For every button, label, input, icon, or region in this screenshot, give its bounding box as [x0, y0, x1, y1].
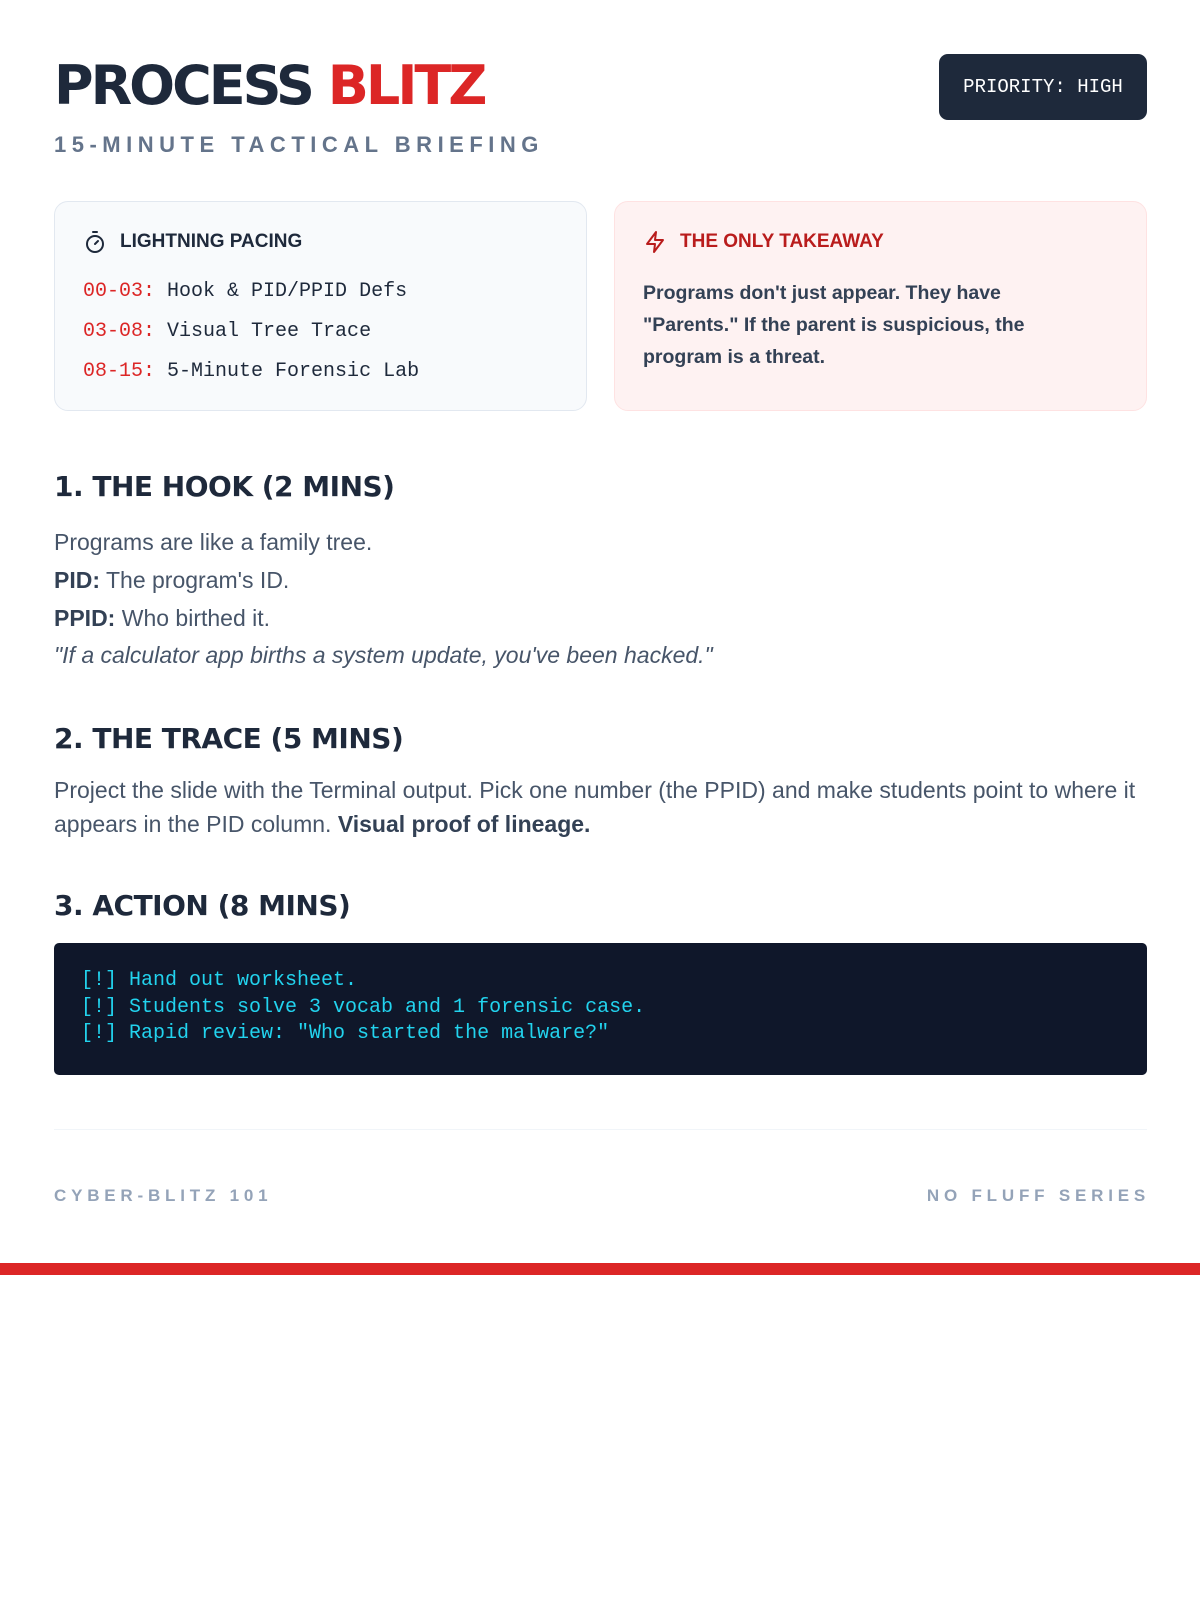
pacing-time: 08-15: — [83, 360, 156, 383]
pacing-row — [83, 352, 419, 392]
terminal-line: [!] Hand out worksheet. — [81, 969, 358, 992]
terminal-block — [54, 943, 1147, 1075]
takeaway-card — [614, 201, 1147, 411]
page-subtitle: 15-MINUTE TACTICAL BRIEFING — [54, 132, 544, 157]
title-accent: BLITZ — [327, 54, 485, 117]
pacing-card-header — [83, 230, 302, 254]
trace-body — [54, 773, 1147, 841]
hook-intro: Programs are like a family tree. — [54, 529, 373, 555]
pacing-text: Visual Tree Trace — [167, 320, 372, 343]
pacing-row — [83, 272, 419, 312]
trace-emphasis: Visual proof of lineage. — [337, 811, 591, 837]
hook-quote: "If a calculator app births a system update, you've been hacked." — [54, 642, 713, 668]
takeaway-card-label: THE ONLY TAKEAWAY — [680, 231, 884, 252]
header — [54, 54, 1147, 164]
ppid-def: Who birthed it. — [121, 605, 271, 631]
hook-body — [54, 523, 1147, 673]
ppid-definition — [54, 599, 1147, 637]
takeaway-card-header — [643, 230, 884, 254]
pacing-text: 5-Minute Forensic Lab — [167, 360, 420, 383]
terminal-line: [!] Students solve 3 vocab and 1 forensic case. — [81, 995, 646, 1019]
terminal-line: [!] Rapid review: "Who started the malware?" — [81, 1022, 610, 1045]
footer-series-name: NO FLUFF SERIES — [926, 1186, 1150, 1205]
pid-definition — [54, 561, 1147, 599]
footer-divider — [54, 1129, 1147, 1130]
title-main: PROCESS — [54, 54, 312, 117]
pacing-row — [83, 312, 419, 352]
pacing-text: Hook & PID/PPID Defs — [167, 280, 408, 303]
pacing-time: 00-03: — [83, 280, 156, 303]
pacing-card-label: LIGHTNING PACING — [120, 231, 303, 252]
pacing-list — [83, 272, 419, 392]
footer-series-code: CYBER-BLITZ 101 — [54, 1186, 273, 1205]
lightning-icon — [643, 230, 667, 254]
pacing-time: 03-08: — [83, 320, 156, 343]
pid-term: PID: — [54, 567, 100, 593]
section-title-hook: 1. THE HOOK (2 MINS) — [54, 470, 395, 503]
stopwatch-icon — [83, 230, 107, 254]
accent-bar — [0, 1263, 1200, 1275]
pacing-card — [54, 201, 587, 411]
takeaway-text: Programs don't just appear. They have "Parents." If the parent is suspicious, the program is a threat. — [643, 282, 1025, 368]
trace-text: Project the slide with the Terminal output. Pick one number (the PPID) and make students point to where it appears in the PID column. — [54, 777, 1136, 837]
ppid-term: PPID: — [54, 605, 116, 631]
section-title-action: 3. ACTION (8 MINS) — [54, 889, 351, 922]
pid-def: The program's ID. — [105, 567, 290, 593]
section-title-trace: 2. THE TRACE (5 MINS) — [54, 722, 404, 755]
summary-cards — [54, 201, 1147, 411]
priority-badge: PRIORITY: HIGH — [939, 54, 1147, 120]
